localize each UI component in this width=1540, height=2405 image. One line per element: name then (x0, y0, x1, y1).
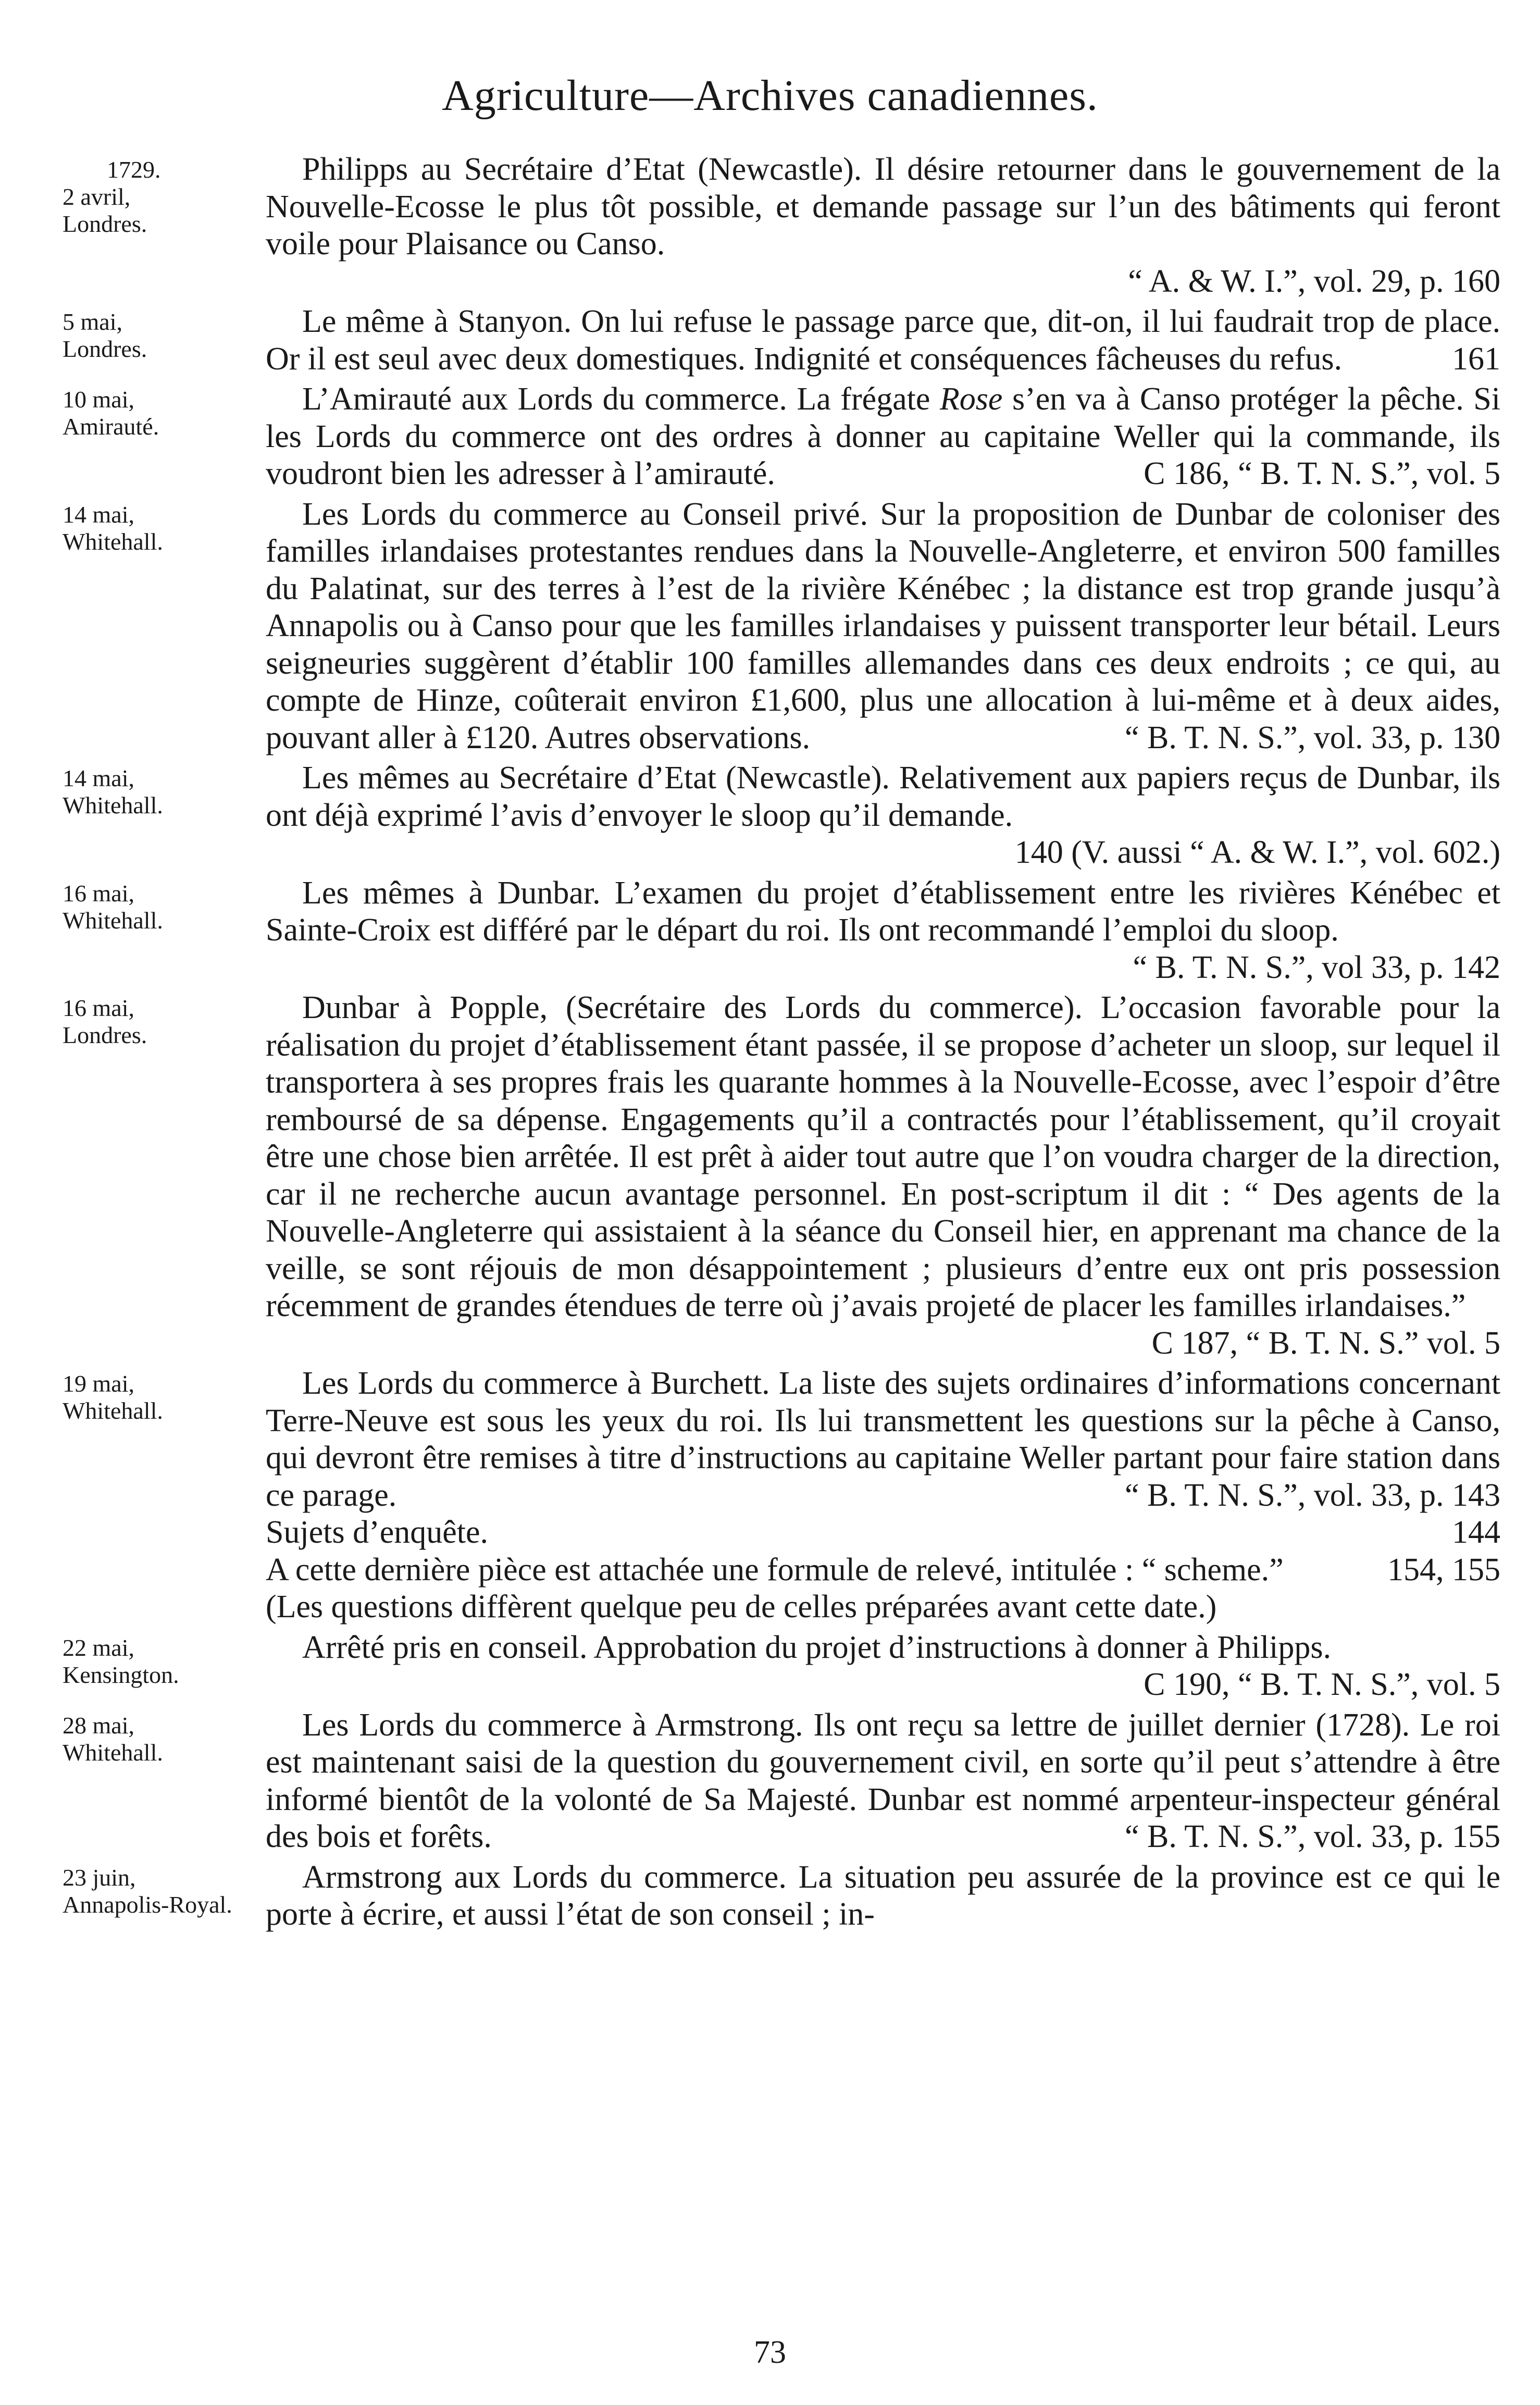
entry-body (266, 989, 1500, 1362)
entry-margin-date (47, 1365, 266, 1626)
entry-margin-date (47, 151, 266, 300)
entry-reference: 140 (V. aussi “ A. & W. I.”, vol. 602.) (1014, 835, 1500, 870)
entry-reference: 154, 155 (1387, 1552, 1500, 1588)
entry-body (266, 381, 1500, 493)
entry-text: Arrêté pris en conseil. Approbation du projet d’instructions à donner à Philipps. C 190, “ B. T. N. S.”, vol. 5 (266, 1629, 1500, 1667)
entry-date: 2 avril, (63, 183, 131, 210)
entry-text: Armstrong aux Lords du commerce. La situation peu assurée de la province est ce qui le porte à écrire, et aussi l’état de son conseil ; in- (266, 1859, 1500, 1932)
entry-reference: 144 (1452, 1515, 1500, 1550)
entry-margin-date (47, 1859, 266, 1933)
entry-date: 14 mai, (63, 501, 134, 528)
entry-place: Whitehall. (63, 907, 163, 934)
entry-text: L’Amirauté aux Lords du commerce. La frégate Rose s’en va à Canso protéger la pêche. Si les Lords du commerce ont des ordres à donner au capitaine Weller qui la commande, ils voudront bien les adresser à l’amirauté. C 186, “ B. T. N. S.”, vol. 5 (266, 381, 1500, 493)
entry-place: Whitehall. (63, 1739, 163, 1766)
entry-body (266, 151, 1500, 300)
entry-item (47, 381, 1500, 493)
entry-text: Les Lords du commerce à Burchett. La liste des sujets ordinaires d’informations concernant Terre-Neuve est sous les yeux du roi. Ils lui transmettent les questions sur la pêche à Canso, qui devront être remises à titre d’instructions au capitaine Weller partant pour faire station dans ce parage. “ B. T. N. S.”, vol. 33, p. 143 (266, 1365, 1500, 1514)
entry-margin-date (47, 381, 266, 493)
entry-item (47, 1859, 1500, 1933)
entry-place: Londres. (63, 336, 147, 362)
entry-item (47, 1707, 1500, 1856)
entry-date: 23 juin, (63, 1864, 136, 1891)
entry-place: Annapolis-Royal. (63, 1891, 232, 1918)
entry-text: Les Lords du commerce à Armstrong. Ils ont reçu sa lettre de juillet dernier (1728). Le roi est maintenant saisi de la question du gouvernement civil, en sorte qu’il peut s’attendre à être informé bientôt de la volonté de Sa Majesté. Dunbar est nommé arpenteur-inspecteur général des bois et forêts. “ B. T. N. S.”, vol. 33, p. 155 (266, 1707, 1500, 1856)
entry-subtext: (Les questions diffèrent quelque peu de celles préparées avant cette date.) (266, 1589, 1217, 1625)
entry-body (266, 1365, 1500, 1626)
entry-item (47, 1629, 1500, 1704)
entry-item (47, 496, 1500, 757)
entry-subtext: Sujets d’enquête. 144 (266, 1514, 1500, 1552)
entry-year: 1729. (107, 156, 161, 183)
entry-body (266, 1629, 1500, 1704)
entry-subtext: A cette dernière pièce est attachée une formule de relevé, intitulée : “ scheme.” 154, 155 (266, 1552, 1500, 1589)
entry-place: Whitehall. (63, 528, 163, 555)
entry-place: Amirauté. (63, 413, 159, 440)
entry-item (47, 875, 1500, 987)
entry-date: 16 mai, (63, 879, 134, 907)
entry-item (47, 151, 1500, 300)
entry-text: Philipps au Secrétaire d’Etat (Newcastle). Il désire retourner dans le gouvernement de la Nouvelle-Ecosse le plus tôt possible, et demande passage sur l’un des bâtiments qui feront voile pour Plaisance ou Canso. (266, 152, 1500, 262)
ship-name: Rose (939, 381, 1003, 417)
entry-reference: 161 (1452, 341, 1500, 377)
entry-reference: “ B. T. N. S.”, vol. 33, p. 130 (1124, 720, 1500, 755)
entry-item (47, 989, 1500, 1362)
entry-margin-date (47, 1707, 266, 1856)
entry-text: Les mêmes au Secrétaire d’Etat (Newcastle). Relativement aux papiers reçus de Dunbar, ils ont déjà exprimé l’avis d’envoyer le sloop qu’il demande. 140 (V. aussi “ A. & W. I.”, vol. 602.) (266, 760, 1500, 834)
entry-body (266, 1859, 1500, 1933)
entry-date: 10 mai, (63, 386, 134, 413)
entry-text: Les mêmes à Dunbar. L’examen du projet d’établissement entre les rivières Kénébec et Sainte-Croix est différé par le départ du roi. Ils ont recommandé l’emploi du sloop. “ B. T. N. S.”, vol 33, p. 142 (266, 875, 1500, 949)
entry-margin-date (47, 496, 266, 757)
entry-reference: C 190, “ B. T. N. S.”, vol. 5 (1144, 1667, 1500, 1702)
entry-reference: “ A. & W. I.”, vol. 29, p. 160 (1128, 263, 1500, 299)
entry-date: 16 mai, (63, 995, 134, 1021)
entry-text: Dunbar à Popple, (Secrétaire des Lords du commerce). L’occasion favorable pour la réalisation du projet d’établissement étant passée, il se propose d’acheter un sloop, sur lequel il transportera à ses propres frais les quarante hommes à la Nouvelle-Ecosse, avec l’espoir d’être remboursé de sa dépense. Engagements qu’il a contractés pour l’établissement, qu’il croyait être une chose bien arrêtée. Il est prêt à aider tout autre que l’on voudra charger de la direction, car il ne recherche aucun avantage personnel. En post-scriptum il dit : “ Des agents de la Nouvelle-Angleterre qui assistaient à la séance du Conseil hier, en apprenant ma chance de la veille, se sont réjouis de mon désappointement ; plusieurs d’entre eux ont pris possession récemment de grandes étendues de terre où j’avais projeté de placer les familles irlandaises.” (266, 990, 1500, 1323)
entry-reference: “ B. T. N. S.”, vol 33, p. 142 (1133, 949, 1500, 985)
entry-date: 19 mai, (63, 1370, 134, 1397)
entry-body (266, 875, 1500, 987)
entry-margin-date (47, 1629, 266, 1704)
entries-list (47, 151, 1500, 1937)
entry-item (47, 303, 1500, 378)
entry-place: Whitehall. (63, 792, 163, 819)
entry-place: Whitehall. (63, 1397, 163, 1424)
entry-body (266, 303, 1500, 378)
entry-body (266, 496, 1500, 757)
entry-item (47, 1365, 1500, 1626)
entry-date: 5 mai, (63, 308, 122, 335)
entry-place: Londres. (63, 210, 147, 237)
entry-margin-date (47, 760, 266, 872)
entry-item (47, 760, 1500, 872)
entry-margin-date (47, 303, 266, 378)
entry-reference: C 186, “ B. T. N. S.”, vol. 5 (1144, 456, 1500, 491)
entry-text: Les Lords du commerce au Conseil privé. Sur la proposition de Dunbar de coloniser des familles irlandaises protestantes rendues dans la Nouvelle-Angleterre, et environ 500 familles du Palatinat, sur des terres à l’est de la rivière Kénébec ; la distance est trop grande jusqu’à Annapolis ou à Canso pour que les familles irlandaises y puissent transporter leur bétail. Leurs seigneuries suggèrent d’établir 100 familles allemandes dans ces deux endroits ; ce qui, au compte de Hinze, coûterait environ £1,600, plus une allocation à lui-même et à deux aides, pouvant aller à £120. Autres observations. “ B. T. N. S.”, vol. 33, p. 130 (266, 496, 1500, 757)
entry-reference: C 187, “ B. T. N. S.” vol. 5 (1151, 1325, 1500, 1361)
entry-text: Le même à Stanyon. On lui refuse le passage parce que, dit-on, il lui faudrait trop de place. Or il est seul avec deux domestiques. Indignité et conséquences fâcheuses du refus. 161 (266, 303, 1500, 378)
page-title: Agriculture—Archives canadiennes. (442, 71, 1098, 120)
entry-place: Londres. (63, 1022, 147, 1048)
entry-date: 22 mai, (63, 1634, 134, 1661)
entry-date: 14 mai, (63, 765, 134, 791)
page-number: 73 (754, 2335, 786, 2370)
entry-margin-date (47, 989, 266, 1362)
entry-body (266, 760, 1500, 872)
entry-date: 28 mai, (63, 1712, 134, 1739)
entry-reference: “ B. T. N. S.”, vol. 33, p. 155 (1124, 1819, 1500, 1854)
entry-place: Kensington. (63, 1661, 179, 1688)
entry-reference: “ B. T. N. S.”, vol. 33, p. 143 (1124, 1477, 1500, 1513)
entry-margin-date (47, 875, 266, 987)
entry-body (266, 1707, 1500, 1856)
